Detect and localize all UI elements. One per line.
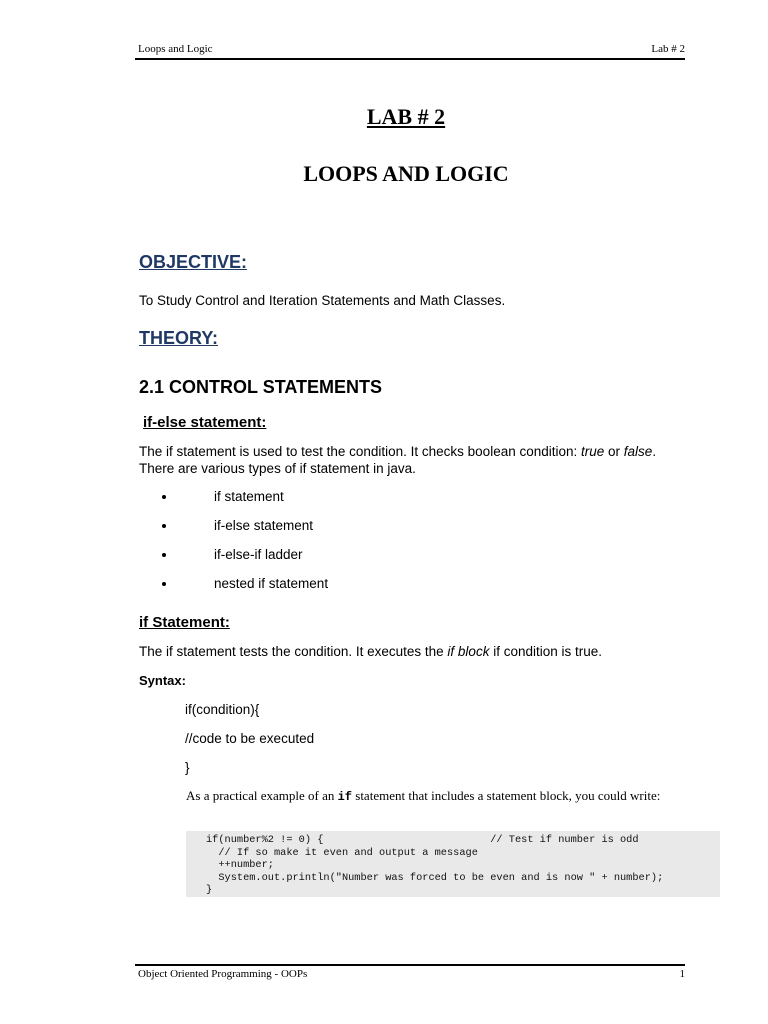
page-footer: [138, 968, 685, 984]
para-em-false: false: [623, 444, 653, 459]
footer-rule: [135, 964, 685, 966]
page-header: [138, 43, 685, 59]
para-text: or: [604, 444, 624, 459]
list-item: [139, 575, 328, 604]
objective-text: To Study Control and Iteration Statements and Math Classes.: [139, 293, 506, 308]
bullet-icon: [162, 553, 166, 557]
list-item-text: if-else statement: [214, 518, 314, 533]
bullet-icon: [162, 582, 166, 586]
bullet-icon: [162, 495, 166, 499]
header-left-text: Loops and Logic: [138, 43, 213, 55]
list-item: [139, 546, 328, 575]
control-statements-heading: 2.1 CONTROL STATEMENTS: [139, 377, 383, 397]
para-text: As a practical example of an: [186, 788, 338, 803]
objective-heading: OBJECTIVE:: [139, 252, 248, 272]
code-line: ++number;: [206, 859, 274, 872]
syntax-line: if(condition){: [185, 702, 260, 717]
page-number: 1: [679, 968, 685, 980]
header-rule: [135, 58, 685, 60]
if-types-list: [139, 488, 328, 604]
list-item: [139, 488, 328, 517]
code-block: [186, 831, 720, 897]
code-line: System.out.println("Number was forced to be even and is now " + number);: [206, 871, 664, 884]
para-em: if block: [447, 644, 490, 659]
code-keyword: if: [337, 790, 353, 804]
code-line: if(number%2 != 0) { // Test if number is odd: [206, 834, 639, 846]
theory-heading: THEORY:: [139, 328, 218, 348]
para-text: The if statement tests the condition. It executes the: [139, 644, 448, 659]
code-line: }: [206, 884, 213, 897]
syntax-line: //code to be executed: [185, 731, 315, 746]
lab-title: LAB # 2: [366, 104, 446, 129]
header-right-text: Lab # 2: [651, 43, 685, 55]
if-statement-paragraph: [139, 643, 684, 660]
syntax-line: }: [185, 760, 190, 775]
syntax-label: Syntax:: [139, 673, 186, 688]
if-else-heading: if-else statement:: [143, 414, 267, 431]
para-text: . There are various types of if statement in java.: [139, 444, 657, 476]
para-text: statement that includes a statement block, you could write:: [352, 788, 661, 803]
page-title: LOOPS AND LOGIC: [303, 161, 509, 186]
bullet-icon: [162, 524, 166, 528]
list-item-text: nested if statement: [214, 576, 329, 591]
list-item: [139, 517, 328, 546]
if-else-paragraph: [139, 443, 684, 477]
list-item-text: if-else-if ladder: [214, 547, 303, 562]
practical-example-text: [186, 788, 686, 805]
para-em-true: true: [581, 444, 605, 459]
para-text: The if statement is used to test the condition. It checks boolean condition:: [139, 444, 582, 459]
list-item-text: if statement: [214, 489, 284, 504]
para-text: if condition is true.: [489, 644, 603, 659]
code-line: // If so make it even and output a message: [206, 846, 478, 859]
if-statement-heading: if Statement:: [139, 614, 230, 631]
footer-left-text: Object Oriented Programming - OOPs: [138, 968, 308, 980]
